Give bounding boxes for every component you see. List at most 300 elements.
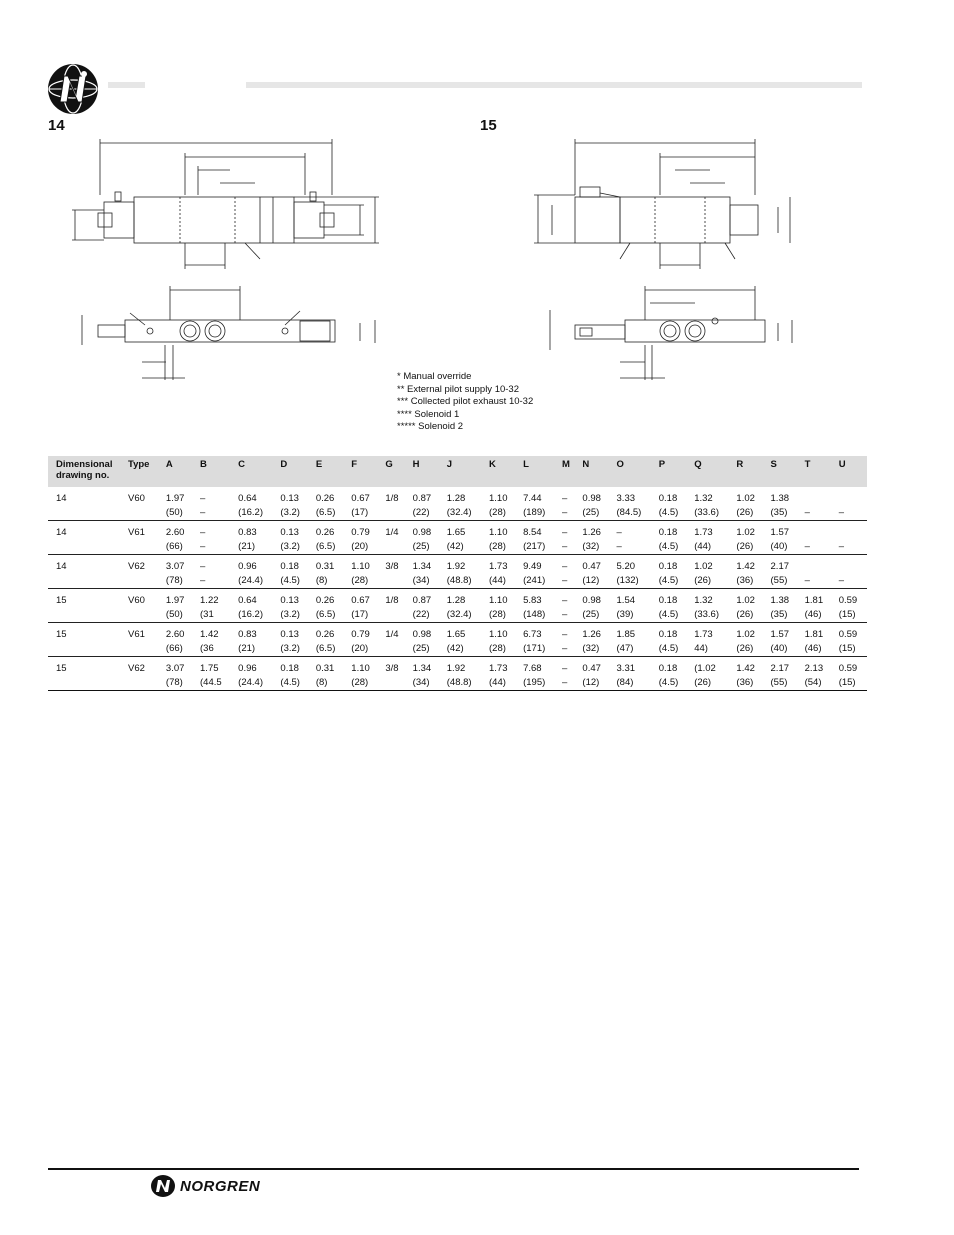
cell-empty (122, 504, 160, 521)
cell-inch: – (561, 595, 568, 606)
cell-inch: 1.02 (736, 493, 755, 504)
cell-mm: (32.4) (441, 606, 483, 623)
note-solenoid-2: ***** Solenoid 2 (397, 421, 464, 432)
cell-inch: 1.10 (489, 527, 508, 538)
cell-mm: (44) (483, 572, 517, 589)
cell-inch (833, 521, 867, 539)
cell-mm (379, 606, 406, 623)
cell-inch (799, 487, 833, 504)
cell-mm: (3.2) (274, 606, 309, 623)
cell-inch (833, 555, 867, 573)
header-col-t: T (799, 456, 833, 487)
cell-inch: 6.73 (523, 629, 542, 640)
norgren-globe-logo-icon (46, 62, 100, 116)
cell-mm: – (556, 606, 576, 623)
cell-mm: (6.5) (310, 538, 345, 555)
cell-inch: 0.67 (351, 493, 370, 504)
cell-inch: 0.13 (280, 527, 299, 538)
cell-mm: (24.4) (232, 674, 274, 691)
cell-inch: 0.79 (351, 527, 370, 538)
cell-inch: 1.73 (489, 561, 508, 572)
cell-inch: 0.59 (838, 595, 858, 606)
cell-mm: – (611, 538, 653, 555)
cell-drawing-no: 14 (56, 561, 67, 572)
cell-inch (799, 555, 833, 573)
cell-mm: (241) (517, 572, 556, 589)
cell-inch: 5.20 (616, 561, 636, 572)
cell-inch: 7.68 (523, 663, 542, 674)
cell-mm: (6.5) (310, 504, 345, 521)
cell-mm: (25) (407, 640, 441, 657)
cell-empty (48, 640, 122, 657)
cell-type: V60 (128, 493, 145, 504)
header-col-m: M (556, 456, 576, 487)
cell-mm: (36 (194, 640, 232, 657)
note-external-pilot: ** External pilot supply 10-32 (397, 383, 519, 395)
header-col-b: B (194, 456, 232, 487)
cell-mm: (3.2) (274, 640, 309, 657)
cell-inch: 5.83 (523, 595, 542, 606)
header-col-h: H (407, 456, 441, 487)
cell-inch: 1.42 (736, 663, 755, 674)
header-bar-short (108, 82, 145, 88)
footer-rule (48, 1168, 859, 1170)
table-row (48, 589, 867, 607)
cell-inch: 1.10 (351, 561, 370, 572)
cell-inch: 3.07 (165, 663, 185, 674)
cell-mm: (66) (160, 640, 194, 657)
cell-inch: 1.81 (804, 595, 824, 606)
cell-mm: (47) (611, 640, 653, 657)
cell-inch: 1.73 (694, 629, 713, 640)
cell-drawing-no: 14 (56, 493, 67, 504)
cell-inch: – (561, 561, 568, 572)
cell-inch: 3/8 (385, 561, 399, 572)
cell-drawing-no: 15 (56, 595, 67, 606)
cell-empty (122, 674, 160, 691)
dimensions-table-header (48, 456, 867, 487)
cell-inch: 1.65 (446, 629, 466, 640)
cell-inch: – (200, 527, 206, 538)
table-row (48, 623, 867, 641)
cell-inch: – (561, 527, 568, 538)
header-col-l: L (517, 456, 556, 487)
cell-mm: (28) (345, 674, 379, 691)
cell-mm (379, 640, 406, 657)
cell-mm: (46) (799, 606, 833, 623)
cell-mm: (3.2) (274, 538, 309, 555)
cell-inch: 1.73 (489, 663, 508, 674)
cell-mm: (40) (765, 538, 799, 555)
cell-inch: 1.22 (200, 595, 219, 606)
cell-inch: 1.57 (770, 629, 790, 640)
cell-inch: 0.18 (658, 629, 678, 640)
cell-inch (833, 487, 867, 504)
cell-inch: 0.87 (412, 493, 432, 504)
cell-inch: 1.02 (736, 527, 755, 538)
cell-inch: (1.02 (694, 663, 716, 674)
cell-inch: 2.17 (770, 561, 790, 572)
cell-mm: (20) (345, 640, 379, 657)
cell-inch: 0.96 (238, 663, 257, 674)
cell-inch: 3.31 (616, 663, 636, 674)
cell-empty (48, 572, 122, 589)
cell-inch: 0.67 (351, 595, 370, 606)
cell-mm: (4.5) (653, 572, 688, 589)
cell-inch: 1.10 (489, 595, 508, 606)
cell-inch: 0.96 (238, 561, 257, 572)
cell-inch: 3/8 (385, 663, 399, 674)
cell-inch: 1.02 (736, 629, 755, 640)
cell-mm: (34) (407, 674, 441, 691)
cell-mm: (17) (345, 606, 379, 623)
table-row (48, 487, 867, 504)
cell-mm: (42) (441, 640, 483, 657)
cell-mm (379, 572, 406, 589)
header-col-o: O (611, 456, 653, 487)
cell-mm: (44.5 (194, 674, 232, 691)
cell-mm: (78) (160, 674, 194, 691)
cell-inch: 0.18 (280, 561, 299, 572)
cell-mm: (189) (517, 504, 556, 521)
cell-mm: (28) (483, 640, 517, 657)
cell-inch: 0.18 (280, 663, 299, 674)
cell-mm: (132) (611, 572, 653, 589)
cell-inch: – (561, 663, 568, 674)
cell-mm: – (194, 572, 232, 589)
cell-mm: – (194, 504, 232, 521)
cell-inch (799, 521, 833, 539)
header-col-e: E (310, 456, 345, 487)
table-row-mm (48, 572, 867, 589)
cell-mm: (25) (576, 504, 610, 521)
cell-mm: (39) (611, 606, 653, 623)
header-col-d: D (274, 456, 309, 487)
cell-inch: 1.73 (694, 527, 713, 538)
cell-mm (379, 674, 406, 691)
cell-mm: (26) (730, 504, 764, 521)
header-col-k: K (483, 456, 517, 487)
cell-inch: 1.97 (165, 493, 185, 504)
cell-mm: (32) (576, 538, 610, 555)
cell-mm: (4.5) (274, 572, 309, 589)
cell-inch: 1.38 (770, 493, 790, 504)
header-col-p: P (653, 456, 688, 487)
table-row-mm (48, 504, 867, 521)
cell-mm: (17) (345, 504, 379, 521)
cell-inch: 0.13 (280, 629, 299, 640)
cell-mm: (195) (517, 674, 556, 691)
cell-mm: (44) (483, 674, 517, 691)
header-col-a: A (160, 456, 194, 487)
cell-inch: 1.28 (446, 595, 466, 606)
cell-inch: 1.10 (489, 629, 508, 640)
cell-inch: 1.92 (446, 561, 466, 572)
cell-inch: 0.98 (582, 595, 601, 606)
note-solenoid-1: **** Solenoid 1 (397, 408, 460, 420)
cell-mm: (26) (688, 674, 730, 691)
cell-mm: – (799, 504, 833, 521)
cell-inch: – (561, 629, 568, 640)
cell-inch: 0.26 (315, 595, 335, 606)
cell-inch: 0.47 (582, 561, 601, 572)
cell-mm: (31 (194, 606, 232, 623)
footer-logo (150, 1174, 260, 1198)
cell-mm: (8) (310, 572, 345, 589)
cell-mm: (28) (483, 606, 517, 623)
cell-mm: (33.6) (688, 606, 730, 623)
cell-mm: (15) (833, 640, 867, 657)
cell-drawing-no: 15 (56, 663, 67, 674)
cell-inch: 0.83 (238, 629, 257, 640)
cell-mm: (50) (160, 504, 194, 521)
cell-empty (122, 572, 160, 589)
cell-inch: 2.60 (165, 527, 185, 538)
cell-mm: (21) (232, 538, 274, 555)
cell-mm: (42) (441, 538, 483, 555)
header-col-u: U (833, 456, 867, 487)
cell-mm: (35) (765, 606, 799, 623)
cell-inch: 0.64 (238, 493, 257, 504)
cell-mm: (6.5) (310, 640, 345, 657)
cell-type: V62 (128, 663, 145, 674)
cell-mm: – (799, 572, 833, 589)
cell-mm: (48.8) (441, 674, 483, 691)
cell-inch: 2.13 (804, 663, 824, 674)
drawing-14 (70, 135, 390, 385)
header-col-r: R (730, 456, 764, 487)
cell-mm: (34) (407, 572, 441, 589)
cell-mm: (148) (517, 606, 556, 623)
cell-inch: 1.32 (694, 493, 713, 504)
cell-mm: (26) (688, 572, 730, 589)
cell-inch: 0.18 (658, 493, 678, 504)
cell-mm: (55) (765, 674, 799, 691)
cell-inch: 0.83 (238, 527, 257, 538)
cell-inch: 0.18 (658, 561, 678, 572)
cell-empty (122, 538, 160, 555)
cell-mm: (22) (407, 504, 441, 521)
cell-inch: 0.79 (351, 629, 370, 640)
drawing-15 (530, 135, 810, 385)
cell-mm: (21) (232, 640, 274, 657)
cell-inch: 1.34 (412, 561, 432, 572)
cell-empty (48, 606, 122, 623)
table-row-mm (48, 674, 867, 691)
cell-inch: 1.97 (165, 595, 185, 606)
cell-mm: (26) (730, 606, 764, 623)
cell-inch: 0.98 (412, 527, 432, 538)
table-row (48, 555, 867, 573)
cell-inch: 0.59 (838, 629, 858, 640)
cell-mm: (15) (833, 606, 867, 623)
cell-mm: – (799, 538, 833, 555)
cell-mm: (35) (765, 504, 799, 521)
cell-type: V60 (128, 595, 145, 606)
cell-inch: 0.59 (838, 663, 858, 674)
cell-mm: (32.4) (441, 504, 483, 521)
cell-empty (48, 504, 122, 521)
cell-mm: (22) (407, 606, 441, 623)
cell-inch: 1.10 (489, 493, 508, 504)
cell-mm: (217) (517, 538, 556, 555)
cell-mm: (6.5) (310, 606, 345, 623)
header-col-c: C (232, 456, 274, 487)
dimensions-table (48, 456, 867, 691)
cell-mm: (20) (345, 538, 379, 555)
cell-inch: 2.17 (770, 663, 790, 674)
header-col-f: F (345, 456, 379, 487)
cell-mm: (28) (483, 504, 517, 521)
cell-mm: (26) (730, 640, 764, 657)
cell-inch: 0.18 (658, 663, 678, 674)
header-line-1: Dimensional (56, 459, 113, 470)
cell-inch: 3.33 (616, 493, 636, 504)
cell-mm: (25) (576, 606, 610, 623)
header-row (48, 456, 867, 487)
header-bar-long (246, 82, 862, 88)
cell-inch: 1.57 (770, 527, 790, 538)
cell-inch: 1.26 (582, 629, 601, 640)
cell-mm: (12) (576, 674, 610, 691)
cell-mm: (48.8) (441, 572, 483, 589)
header-col-j: J (441, 456, 483, 487)
cell-inch: 1.38 (770, 595, 790, 606)
cell-inch: 0.64 (238, 595, 257, 606)
cell-inch: 1.42 (736, 561, 755, 572)
figure-label-15: 15 (480, 117, 497, 134)
cell-mm: (4.5) (653, 504, 688, 521)
cell-mm: – (833, 538, 867, 555)
cell-inch: 0.87 (412, 595, 432, 606)
cell-inch: 0.13 (280, 493, 299, 504)
cell-inch: – (200, 561, 206, 572)
cell-mm (379, 538, 406, 555)
cell-inch: 1.02 (736, 595, 755, 606)
cell-inch: 1/8 (385, 493, 399, 504)
cell-inch: – (616, 527, 622, 538)
footer-brand: NORGREN (180, 1177, 261, 1195)
table-row-mm (48, 640, 867, 657)
cell-inch: 0.47 (582, 663, 601, 674)
cell-mm: (4.5) (653, 538, 688, 555)
cell-inch: 9.49 (523, 561, 542, 572)
cell-mm: (3.2) (274, 504, 309, 521)
cell-mm: (26) (730, 538, 764, 555)
cell-inch: 0.26 (315, 629, 335, 640)
cell-empty (122, 640, 160, 657)
header-col-s: S (765, 456, 799, 487)
cell-inch: 1/4 (385, 527, 399, 538)
cell-mm: (4.5) (274, 674, 309, 691)
header-col-g: G (379, 456, 406, 487)
cell-drawing-no: 14 (56, 527, 67, 538)
cell-mm: – (556, 504, 576, 521)
cell-mm: (28) (345, 572, 379, 589)
cell-mm: – (833, 572, 867, 589)
cell-mm: (55) (765, 572, 799, 589)
header-col-type: Type (122, 456, 160, 487)
cell-inch: 1.65 (446, 527, 466, 538)
cell-inch: 1.10 (351, 663, 370, 674)
norgren-n-logo-icon (150, 1174, 176, 1198)
cell-mm: (36) (730, 674, 764, 691)
cell-mm: (15) (833, 674, 867, 691)
cell-mm: (4.5) (653, 606, 688, 623)
figure-label-14: 14 (48, 117, 65, 134)
cell-inch: 0.18 (658, 527, 678, 538)
cell-mm: (16.2) (232, 606, 274, 623)
cell-inch: 1.85 (616, 629, 636, 640)
cell-inch: – (561, 493, 568, 504)
cell-inch: 0.26 (315, 527, 335, 538)
table-row-mm (48, 606, 867, 623)
cell-inch: 1.34 (412, 663, 432, 674)
note-collected-exhaust: *** Collected pilot exhaust 10-32 (397, 396, 534, 407)
header-dimensional-drawing (48, 456, 122, 487)
cell-mm: (16.2) (232, 504, 274, 521)
cell-mm: – (556, 640, 576, 657)
cell-inch: 1.28 (446, 493, 466, 504)
table-row (48, 521, 867, 539)
cell-inch: 0.26 (315, 493, 335, 504)
table-row-mm (48, 538, 867, 555)
cell-inch: 7.44 (523, 493, 542, 504)
dimensions-table-body (48, 487, 867, 691)
cell-empty (48, 538, 122, 555)
cell-inch: 0.98 (412, 629, 432, 640)
header-col-n: N (576, 456, 610, 487)
cell-inch: 1.54 (616, 595, 636, 606)
notes-list (397, 371, 533, 434)
header-col-q: Q (688, 456, 730, 487)
header-line-2: drawing no. (56, 470, 110, 481)
cell-mm: (40) (765, 640, 799, 657)
cell-type: V61 (128, 629, 145, 640)
cell-mm: (36) (730, 572, 764, 589)
cell-mm: (54) (799, 674, 833, 691)
cell-inch: 1.02 (694, 561, 713, 572)
cell-mm: (8) (310, 674, 345, 691)
table-row (48, 657, 867, 675)
cell-inch: 2.60 (165, 629, 185, 640)
cell-inch: 1/8 (385, 595, 399, 606)
cell-mm: (46) (799, 640, 833, 657)
cell-empty (122, 606, 160, 623)
cell-mm: – (556, 674, 576, 691)
cell-mm: (4.5) (653, 674, 688, 691)
cell-mm: (4.5) (653, 640, 688, 657)
cell-inch: 0.18 (658, 595, 678, 606)
cell-mm: (32) (576, 640, 610, 657)
cell-inch: 0.31 (315, 561, 335, 572)
cell-mm: (12) (576, 572, 610, 589)
cell-mm: (33.6) (688, 504, 730, 521)
cell-inch: – (200, 493, 206, 504)
cell-mm: – (556, 538, 576, 555)
cell-mm: (28) (483, 538, 517, 555)
cell-type: V62 (128, 561, 145, 572)
cell-inch: 0.31 (315, 663, 335, 674)
cell-inch: 8.54 (523, 527, 542, 538)
cell-type: V61 (128, 527, 145, 538)
cell-mm: (171) (517, 640, 556, 657)
cell-drawing-no: 15 (56, 629, 67, 640)
cell-inch: 1.92 (446, 663, 466, 674)
cell-inch: 1.75 (200, 663, 219, 674)
cell-empty (48, 674, 122, 691)
cell-mm: (84) (611, 674, 653, 691)
